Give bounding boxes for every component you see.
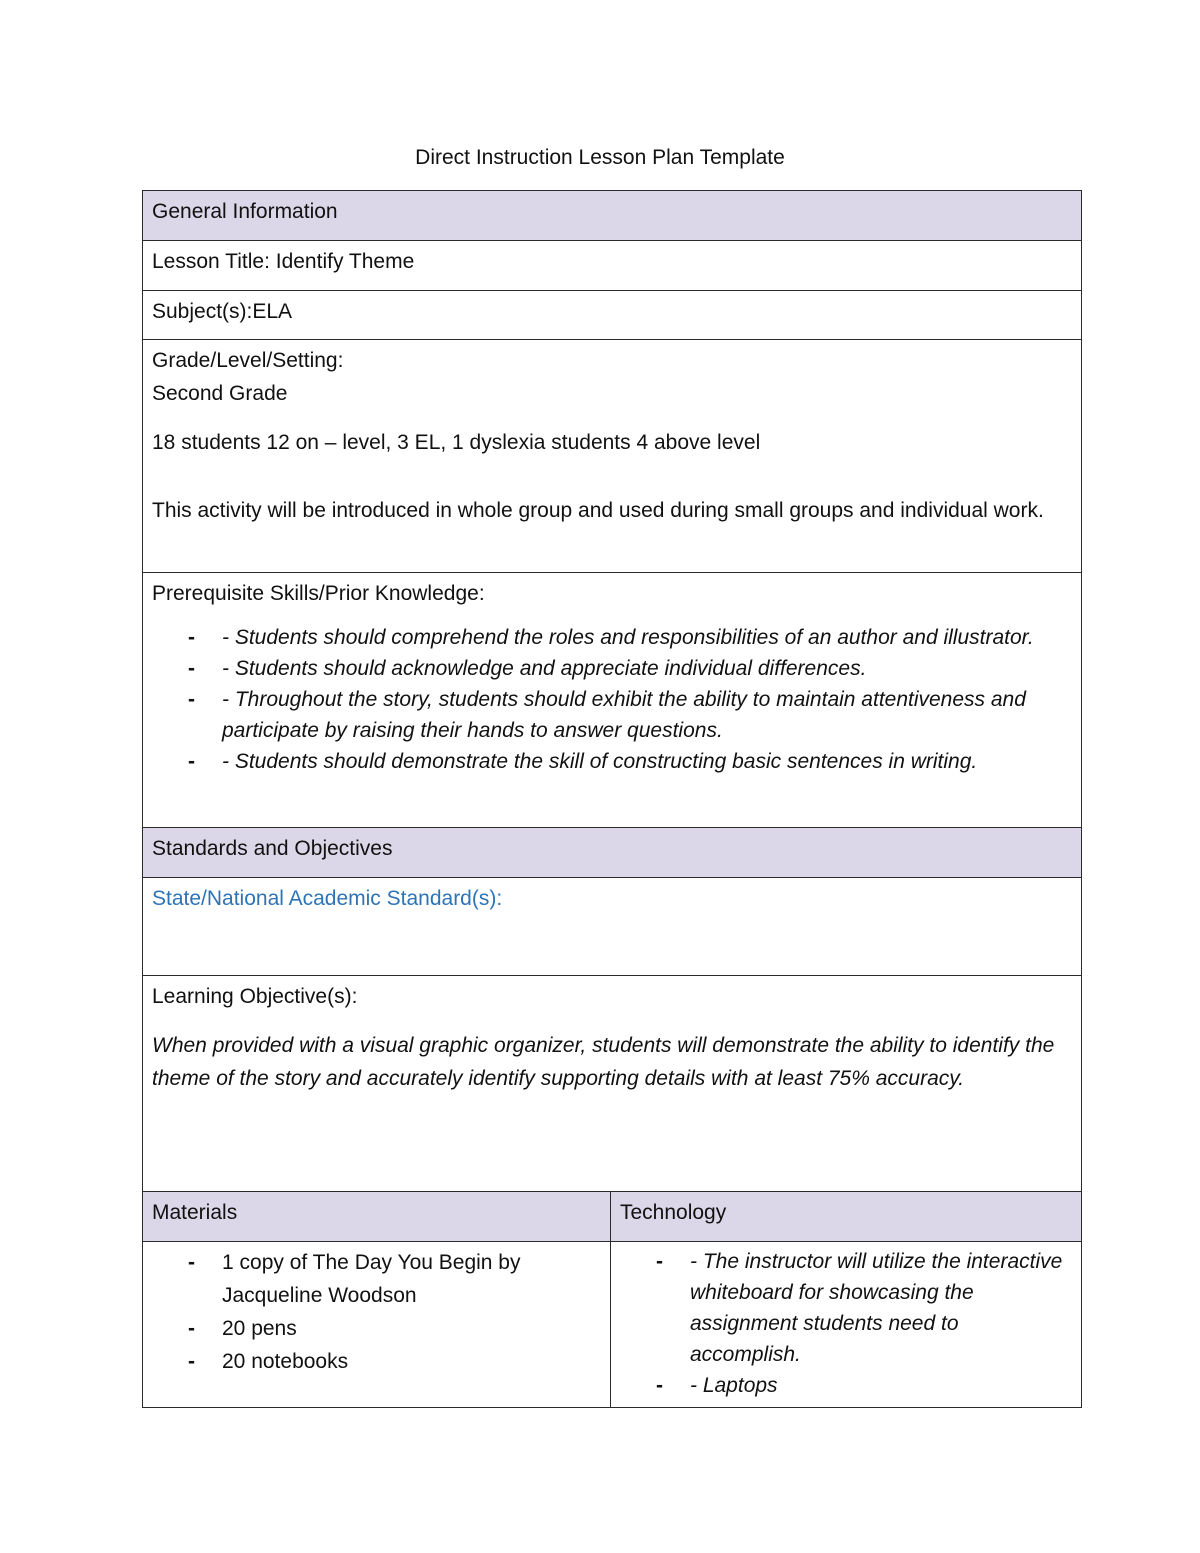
materials-cell — [143, 1242, 611, 1408]
learning-objectives-text: When provided with a visual graphic organizer, students will demonstrate the ability to identify the theme of the story and accurately identify supporting details with at least 75% accuracy. — [152, 1034, 1055, 1090]
learning-objectives-label: Learning Objective(s): — [152, 985, 358, 1008]
prerequisites-label: Prerequisite Skills/Prior Knowledge: — [152, 582, 485, 605]
student-composition: 18 students 12 on – level, 3 EL, 1 dyslexia students 4 above level — [152, 431, 761, 454]
list-item: - - Laptops — [690, 1370, 1072, 1401]
grade-level-label: Grade/Level/Setting: — [152, 349, 344, 372]
technology-cell — [611, 1242, 1082, 1408]
list-item: - - Students should comprehend the roles and responsibilities of an author and illustrator. — [222, 622, 1072, 653]
document-title: Direct Instruction Lesson Plan Template — [415, 146, 785, 169]
materials-technology-header-row — [143, 1192, 1082, 1242]
list-item: - - Students should acknowledge and appreciate individual differences. — [222, 653, 1072, 684]
technology-list — [620, 1246, 1072, 1401]
prerequisites-cell — [143, 573, 1082, 828]
grade-level-row — [143, 340, 1082, 573]
technology-header: Technology — [611, 1192, 1082, 1242]
state-standards-row — [143, 878, 1082, 976]
standards-header-row — [143, 828, 1082, 878]
list-item: - 20 notebooks — [222, 1345, 601, 1378]
general-information-row — [143, 191, 1082, 241]
list-item: - - Throughout the story, students should exhibit the ability to maintain attentiveness and participate by raising their hands to answer questions. — [222, 684, 1072, 746]
materials-header: Materials — [143, 1192, 611, 1242]
standards-header: Standards and Objectives — [143, 828, 1082, 878]
activity-setting: This activity will be introduced in whole group and used during small groups and individual work. — [152, 499, 1044, 522]
learning-objectives-cell — [143, 976, 1082, 1192]
list-item: - - Students should demonstrate the skill of constructing basic sentences in writing. — [222, 746, 1072, 777]
list-item: - 1 copy of The Day You Begin by Jacqueline Woodson — [222, 1246, 601, 1312]
grade-level-cell — [143, 340, 1082, 573]
subjects-row — [143, 291, 1082, 340]
grade-level-value: Second Grade — [152, 382, 288, 405]
subjects-cell: Subject(s):ELA — [143, 291, 1082, 340]
list-item: - 20 pens — [222, 1312, 601, 1345]
learning-objectives-row — [143, 976, 1082, 1192]
materials-technology-row — [143, 1242, 1082, 1408]
state-standards-label: State/National Academic Standard(s): — [143, 878, 1082, 976]
materials-list — [152, 1246, 601, 1378]
lesson-title-cell: Lesson Title: Identify Theme — [143, 241, 1082, 291]
lesson-plan-table — [142, 190, 1082, 1408]
prerequisites-list — [152, 622, 1072, 777]
lesson-title-row — [143, 241, 1082, 291]
list-item: - - The instructor will utilize the interactive whiteboard for showcasing the assignment students need to accomplish. — [690, 1246, 1072, 1370]
prerequisites-row — [143, 573, 1082, 828]
general-information-header: General Information — [143, 191, 1082, 241]
